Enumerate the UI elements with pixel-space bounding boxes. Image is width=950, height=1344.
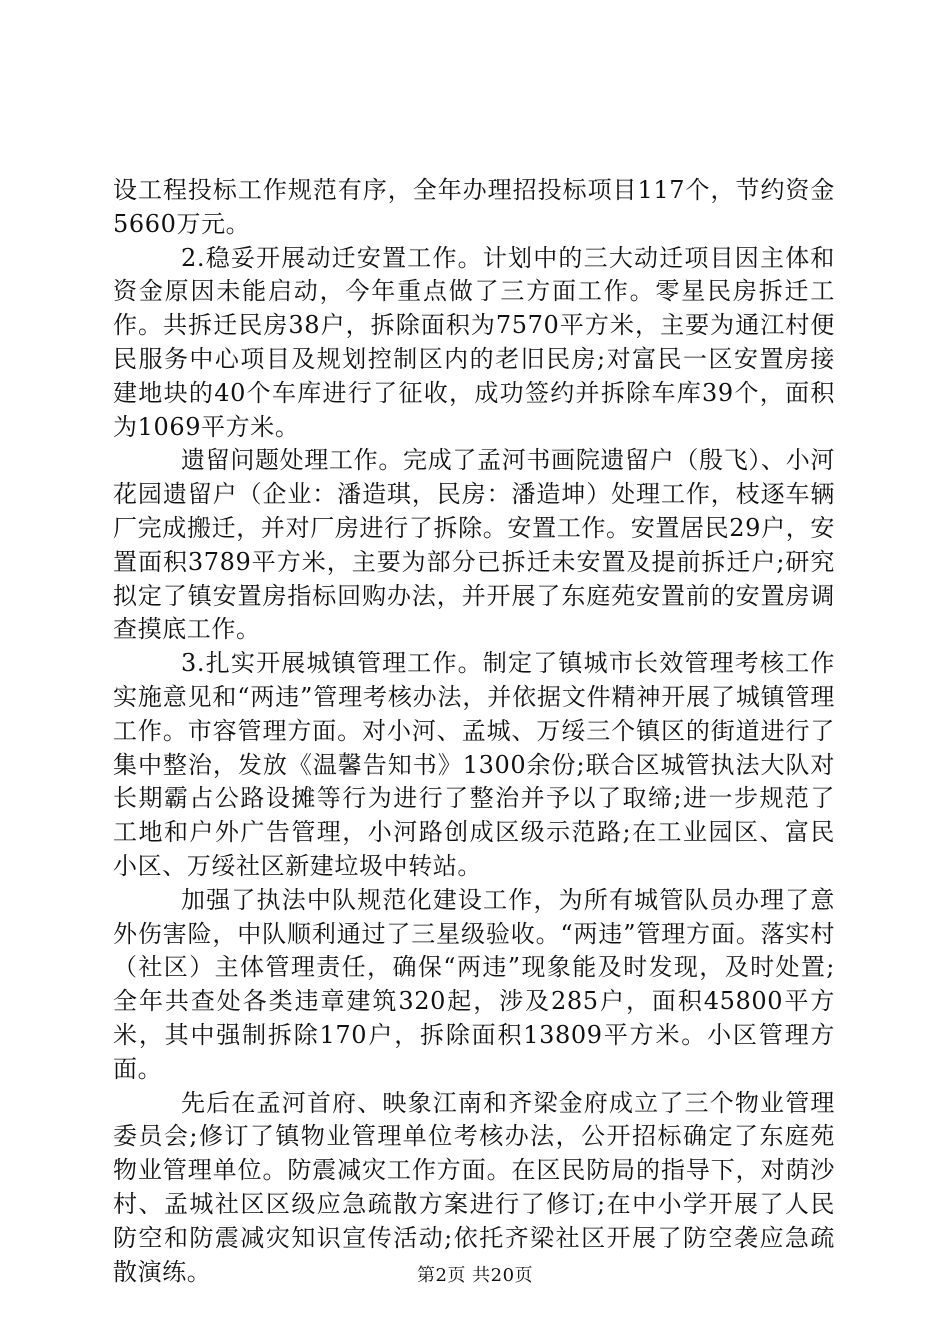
- page-number-footer: 第2页 共20页: [416, 1265, 534, 1286]
- paragraph-1: 设工程投标工作规范有序，全年办理招投标项目117个，节约资金5660万元。: [113, 176, 835, 238]
- paragraph-2: 2.稳妥开展动迁安置工作。计划中的三大动迁项目因主体和资金原因未能启动，今年重点做了三方面工作。零星民房拆迁工作。共拆迁民房38户，拆除面积为7570平方米，主要为通江村便民服务中心项目及规划控制区内的老旧民房;对富民一区安置房接建地块的40个车库进行了征收，成功签约并拆除车库39个，面积为1069平方米。: [113, 243, 835, 441]
- paragraph-3: 遗留问题处理工作。完成了孟河书画院遗留户（殷飞）、小河花园遗留户（企业：潘造琪，民房：潘造坤）处理工作，枝逐车辆厂完成搬迁，并对厂房进行了拆除。安置工作。安置居民29户，安置面积3789平方米，主要为部分已拆迁未安置及提前拆迁户;研究拟定了镇安置房指标回购办法，并开展了东庭苑安置前的安置房调查摸底工作。: [113, 446, 835, 644]
- paragraph-5: 加强了执法中队规范化建设工作，为所有城管队员办理了意外伤害险，中队顺利通过了三星级验收。“两违”管理方面。落实村（社区）主体管理责任，确保“两违”现象能及时发现，及时处置;全年共查处各类违章建筑320起，涉及285户，面积45800平方米，其中强制拆除170户，拆除面积13809平方米。小区管理方面。: [113, 885, 835, 1083]
- paragraph-4: 3.扎实开展城镇管理工作。制定了镇城市长效管理考核工作实施意见和“两违”管理考核办法，并依据文件精神开展了城镇管理工作。市容管理方面。对小河、孟城、万绥三个镇区的街道进行了集中整治，发放《温馨告知书》1300余份;联合区城管执法大队对长期霸占公路设摊等行为进行了整治并予以了取缔;进一步规范了工地和户外广告管理，小河路创成区级示范路;在工业园区、富民小区、万绥社区新建垃圾中转站。: [113, 649, 835, 880]
- paragraph-6: 先后在孟河首府、映象江南和齐梁金府成立了三个物业管理委员会;修订了镇物业管理单位考核办法，公开招标确定了东庭苑物业管理单位。防震减灾工作方面。在区民防局的指导下，对荫沙村、孟城社区区级应急疏散方案进行了修订;在中小学开展了人民防空和防震减灾知识宣传活动;依托齐梁社区开展了防空袭应急疏散演练。: [113, 1088, 835, 1286]
- document-body: [113, 174, 835, 1289]
